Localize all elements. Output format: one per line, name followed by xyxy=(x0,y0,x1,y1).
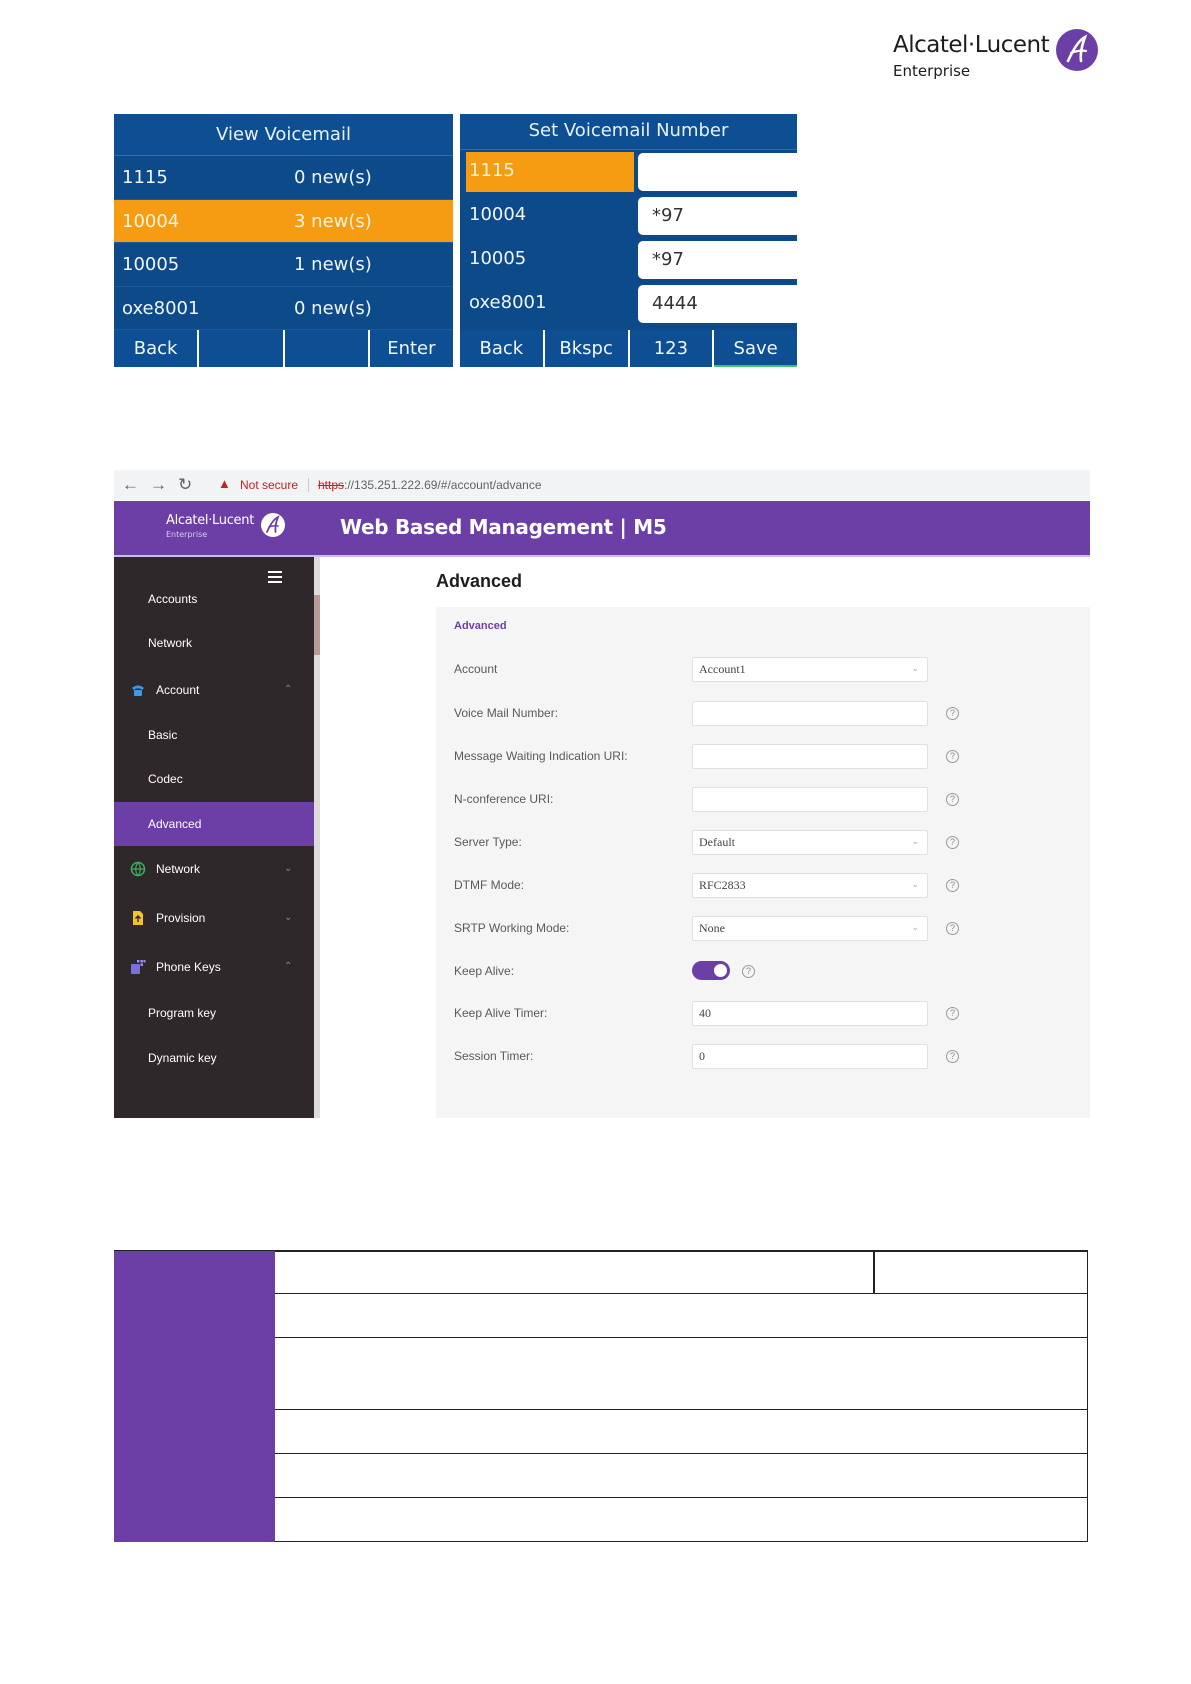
line-number: 10005 xyxy=(122,254,180,275)
field-dtmf-mode xyxy=(436,873,1090,899)
voicemail-number-row[interactable] xyxy=(460,238,797,282)
softkey-bar xyxy=(460,330,797,367)
field-server-type xyxy=(436,830,1090,856)
table-header-cell xyxy=(114,1251,275,1294)
voicemail-number-row[interactable] xyxy=(460,194,797,238)
table-header-cell xyxy=(114,1294,275,1338)
mwi-uri-input[interactable] xyxy=(692,744,928,769)
panel-title: Advanced xyxy=(454,620,507,632)
softkey-input-mode[interactable]: 123 xyxy=(630,330,713,367)
wbm-title: Web Based Management | M5 xyxy=(340,515,667,539)
table-header-cell xyxy=(114,1410,275,1454)
field-label: Voice Mail Number: xyxy=(454,706,559,720)
wbm-logo-sub: Enterprise xyxy=(166,530,208,539)
help-icon[interactable]: ? xyxy=(946,922,959,935)
select-value: Default xyxy=(699,835,735,849)
page-title: Advanced xyxy=(436,571,523,591)
sidebar-item-label: Phone Keys xyxy=(156,960,221,974)
alcatel-lucent-a-logo-icon xyxy=(1055,28,1099,72)
sidebar-item-program-key[interactable] xyxy=(114,991,314,1035)
reload-icon[interactable]: ↻ xyxy=(178,475,193,494)
chevron-down-icon: ⌄ xyxy=(911,837,919,847)
field-n-conference-uri xyxy=(436,787,1090,813)
table-row xyxy=(114,1498,1088,1542)
line-number: 1115 xyxy=(122,167,168,188)
keypad-icon xyxy=(130,959,146,975)
line-number: 10005 xyxy=(469,248,527,269)
voice-mail-number-input[interactable] xyxy=(692,701,928,726)
field-label: Keep Alive: xyxy=(454,964,515,978)
forward-arrow-icon[interactable]: → xyxy=(150,475,167,494)
table-cell xyxy=(874,1251,1088,1294)
table-cell xyxy=(275,1454,1088,1498)
field-label: N-conference URI: xyxy=(454,792,554,806)
sidebar-item-accounts[interactable] xyxy=(114,577,314,621)
divider xyxy=(308,478,309,492)
screen-title: Set Voicemail Number xyxy=(460,114,797,150)
chevron-up-icon: ⌃ xyxy=(284,684,293,695)
field-mwi-uri xyxy=(436,744,1090,770)
chevron-up-icon: ⌃ xyxy=(284,961,293,972)
sidebar xyxy=(114,557,314,1118)
main-content xyxy=(320,557,1090,1118)
help-icon[interactable]: ? xyxy=(946,836,959,849)
wbm-logo xyxy=(166,513,254,539)
sidebar-item-label: Account xyxy=(156,683,200,697)
browser-toolbar xyxy=(114,470,1090,500)
field-label: Server Type: xyxy=(454,835,522,849)
voicemail-number-field[interactable]: *97 xyxy=(638,241,797,279)
url-text[interactable] xyxy=(318,470,542,500)
brand-logo xyxy=(893,28,1103,84)
screen-title: View Voicemail xyxy=(114,114,453,156)
table-cell xyxy=(275,1498,1088,1542)
voicemail-number-row-selected[interactable] xyxy=(460,150,797,194)
table-row xyxy=(114,1250,1088,1294)
voicemail-row[interactable] xyxy=(114,156,453,200)
field-voice-mail-number xyxy=(436,701,1090,727)
sidebar-item-label: Network xyxy=(156,862,201,876)
select-value: RFC2833 xyxy=(699,878,746,892)
server-type-select[interactable] xyxy=(692,830,928,855)
help-icon[interactable]: ? xyxy=(946,750,959,763)
sidebar-item-label: Network xyxy=(148,636,193,650)
field-keep-alive-timer xyxy=(436,1001,1090,1027)
chevron-down-icon: ⌄ xyxy=(911,923,919,933)
chevron-down-icon: ⌄ xyxy=(284,912,293,923)
new-count: 0 new(s) xyxy=(294,297,372,319)
voicemail-row-selected[interactable] xyxy=(114,200,453,244)
phone-view-voicemail-screen xyxy=(114,114,453,367)
softkey-back[interactable]: Back xyxy=(114,330,197,367)
field-label: Message Waiting Indication URI: xyxy=(454,749,628,763)
table-header-cell xyxy=(114,1338,275,1410)
sidebar-group-provision[interactable] xyxy=(114,896,314,940)
url-protocol: https xyxy=(318,478,345,492)
keep-alive-timer-input[interactable]: 40 xyxy=(692,1001,928,1026)
chevron-down-icon: ⌄ xyxy=(911,880,919,890)
voicemail-number-field[interactable] xyxy=(638,153,797,191)
table-header-cell xyxy=(114,1498,275,1542)
sidebar-item-label: Program key xyxy=(148,1006,217,1020)
table-row xyxy=(114,1454,1088,1498)
field-label: Session Timer: xyxy=(454,1049,534,1063)
n-conference-uri-input[interactable] xyxy=(692,787,928,812)
help-icon[interactable]: ? xyxy=(946,1050,959,1063)
file-upload-icon xyxy=(130,910,146,926)
help-icon[interactable]: ? xyxy=(946,879,959,892)
table-row xyxy=(114,1294,1088,1338)
sidebar-item-label: Basic xyxy=(148,728,178,742)
sidebar-item-label: Advanced xyxy=(148,817,202,831)
dtmf-mode-select[interactable] xyxy=(692,873,928,898)
account-select[interactable] xyxy=(692,657,928,682)
sidebar-group-network[interactable] xyxy=(114,847,314,891)
phone-set-voicemail-screen xyxy=(460,114,797,367)
voicemail-number-row[interactable] xyxy=(460,282,797,326)
select-value: None xyxy=(699,921,725,935)
line-number: 10004 xyxy=(122,210,180,232)
wbm-logo-text: Alcatel·Lucent xyxy=(166,513,254,528)
field-srtp-working-mode xyxy=(436,916,1090,942)
globe-icon xyxy=(130,861,146,877)
help-icon[interactable]: ? xyxy=(946,793,959,806)
sidebar-item-advanced[interactable] xyxy=(114,802,314,846)
help-icon[interactable]: ? xyxy=(946,707,959,720)
sidebar-item-codec[interactable] xyxy=(114,757,314,801)
sidebar-group-phone-keys[interactable] xyxy=(114,945,314,989)
table-cell xyxy=(275,1294,1088,1338)
brand-sub: Enterprise xyxy=(893,62,971,80)
sidebar-item-dynamic-key[interactable] xyxy=(114,1036,314,1080)
field-session-timer xyxy=(436,1044,1090,1070)
sidebar-item-basic[interactable] xyxy=(114,713,314,757)
sidebar-item-label: Dynamic key xyxy=(148,1051,217,1065)
line-number: oxe8001 xyxy=(122,297,200,319)
browser-window xyxy=(114,470,1090,1118)
softkey-save[interactable]: Save xyxy=(714,330,797,367)
srtp-mode-select[interactable] xyxy=(692,916,928,941)
line-number: 1115 xyxy=(469,160,515,181)
phone-icon xyxy=(130,682,146,698)
new-count: 3 new(s) xyxy=(294,210,372,232)
voicemail-number-field[interactable]: 4444 xyxy=(638,285,797,323)
wbm-header xyxy=(114,501,1090,557)
softkey-back[interactable]: Back xyxy=(460,330,543,367)
table-cell xyxy=(275,1338,1088,1410)
warning-triangle-icon[interactable]: ▲ xyxy=(218,476,231,491)
voicemail-row[interactable] xyxy=(114,243,453,287)
sidebar-item-label: Provision xyxy=(156,911,206,925)
advanced-settings-panel xyxy=(436,607,1090,1118)
url-path: ://135.251.222.69/#/account/advance xyxy=(344,478,542,492)
field-label: Account xyxy=(454,662,498,676)
alcatel-lucent-a-logo-icon xyxy=(260,512,286,538)
field-label: Keep Alive Timer: xyxy=(454,1006,548,1020)
field-account xyxy=(436,657,1090,683)
not-secure-label[interactable]: Not secure xyxy=(240,478,299,492)
brand-name: Alcatel·Lucent xyxy=(893,32,1050,58)
sidebar-item-label: Codec xyxy=(148,772,183,786)
table-cell xyxy=(275,1251,874,1294)
table-row xyxy=(114,1410,1088,1454)
select-value: Account1 xyxy=(699,662,746,676)
field-label: DTMF Mode: xyxy=(454,878,525,892)
softkey-empty-1[interactable] xyxy=(199,330,282,367)
chevron-down-icon: ⌄ xyxy=(284,863,293,874)
sidebar-group-account[interactable] xyxy=(114,668,314,712)
softkey-backspace[interactable]: Bkspc xyxy=(545,330,628,367)
new-count: 0 new(s) xyxy=(294,167,372,188)
table-header-cell xyxy=(114,1454,275,1498)
help-icon[interactable]: ? xyxy=(946,1007,959,1020)
softkey-empty-2[interactable] xyxy=(285,330,368,367)
table-cell xyxy=(275,1410,1088,1454)
sidebar-item-label: Accounts xyxy=(148,592,198,606)
sidebar-item-network-status[interactable] xyxy=(114,621,314,665)
softkey-bar xyxy=(114,330,453,367)
back-arrow-icon[interactable]: ← xyxy=(122,475,139,494)
keep-alive-toggle[interactable] xyxy=(692,961,730,980)
session-timer-input[interactable]: 0 xyxy=(692,1044,928,1069)
new-count: 1 new(s) xyxy=(294,254,372,275)
help-icon[interactable]: ? xyxy=(742,965,755,978)
table-row xyxy=(114,1338,1088,1410)
softkey-enter[interactable]: Enter xyxy=(370,330,453,367)
voicemail-number-field[interactable]: *97 xyxy=(638,197,797,235)
chevron-down-icon: ⌄ xyxy=(911,664,919,674)
line-number: 10004 xyxy=(469,204,527,225)
field-keep-alive xyxy=(436,959,1090,985)
line-number: oxe8001 xyxy=(469,292,547,313)
field-label: SRTP Working Mode: xyxy=(454,921,570,935)
voicemail-row[interactable] xyxy=(114,287,453,331)
